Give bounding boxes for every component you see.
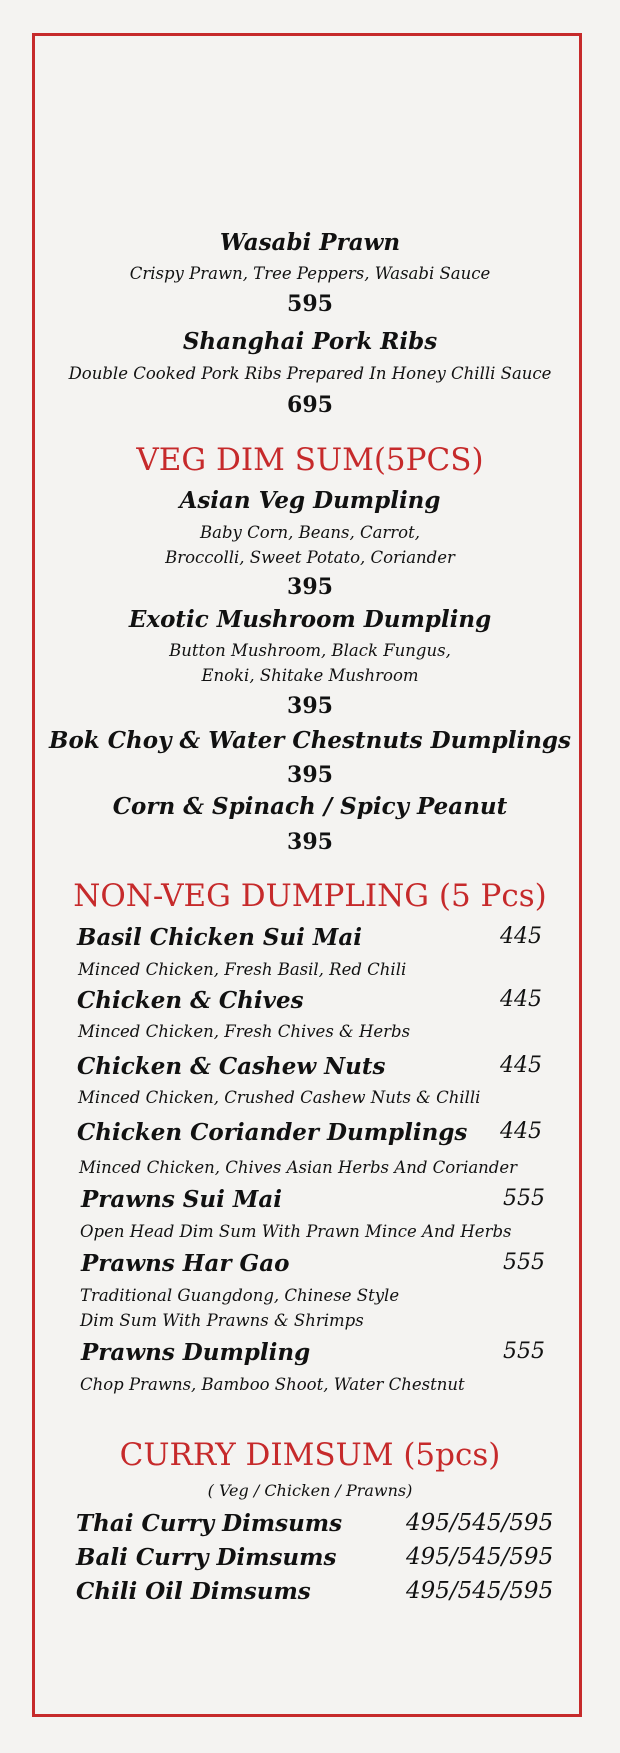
item-desc: Minced Chicken, Fresh Basil, Red Chili [78,960,407,979]
item-name: Chicken Coriander Dumplings [77,1119,468,1146]
item-name: Bok Choy & Water Chestnuts Dumplings [49,727,571,754]
item-name: Chicken & Cashew Nuts [77,1053,386,1080]
item-name: Prawns Dumpling [81,1339,311,1366]
item-desc: Broccolli, Sweet Potato, Coriander [165,548,455,567]
item-desc: Open Head Dim Sum With Prawn Mince And Herbs [80,1222,512,1241]
item-desc: Baby Corn, Beans, Carrot, [199,523,420,542]
item-desc: Dim Sum With Prawns & Shrimps [80,1311,364,1330]
section-heading-nonveg: NON-VEG DUMPLING (5 Pcs) [73,878,547,914]
item-price: 395 [287,829,333,855]
item-desc: Button Mushroom, Black Fungus, [169,641,451,660]
item-price: 495/545/595 [406,1510,554,1536]
item-price: 445 [500,924,542,949]
item-name: Chicken & Chives [77,987,304,1014]
item-price: 555 [503,1339,545,1364]
item-desc: Minced Chicken, Crushed Cashew Nuts & Chilli [78,1088,481,1107]
item-name: Asian Veg Dumpling [179,487,441,514]
item-price: 695 [287,392,333,418]
section-subtitle: ( Veg / Chicken / Prawns) [207,1481,413,1500]
item-price: 445 [500,1053,542,1078]
item-price: 395 [287,574,333,600]
item-price: 395 [287,693,333,719]
item-price: 395 [287,762,333,788]
item-name: Wasabi Prawn [219,229,401,256]
item-desc: Enoki, Shitake Mushroom [201,666,419,685]
item-desc: Minced Chicken, Chives Asian Herbs And Coriander [79,1158,518,1177]
item-name: Thai Curry Dimsums [76,1510,343,1537]
item-desc: Crispy Prawn, Tree Peppers, Wasabi Sauce [129,264,491,283]
item-name: Chili Oil Dimsums [76,1578,311,1605]
item-name: Basil Chicken Sui Mai [77,924,363,951]
item-price: 595 [287,291,333,317]
item-name: Corn & Spinach / Spicy Peanut [112,793,508,820]
section-heading-veg: VEG DIM SUM(5PCS) [136,442,484,478]
item-name: Prawns Har Gao [81,1250,290,1277]
item-desc: Chop Prawns, Bamboo Shoot, Water Chestnut [80,1375,465,1394]
section-heading-curry: CURRY DIMSUM (5pcs) [119,1437,501,1473]
item-name: Bali Curry Dimsums [76,1544,337,1571]
item-price: 555 [503,1186,545,1211]
item-desc: Traditional Guangdong, Chinese Style [80,1286,400,1305]
item-name: Prawns Sui Mai [81,1186,282,1213]
item-desc: Minced Chicken, Fresh Chives & Herbs [78,1022,411,1041]
item-price: 495/545/595 [406,1544,554,1570]
item-name: Exotic Mushroom Dumpling [128,606,492,633]
item-price: 445 [500,1119,542,1144]
item-desc: Double Cooked Pork Ribs Prepared In Honey Chilli Sauce [68,364,552,383]
item-name: Shanghai Pork Ribs [182,328,438,355]
item-price: 445 [500,987,542,1012]
item-price: 555 [503,1250,545,1275]
item-price: 495/545/595 [406,1578,554,1604]
